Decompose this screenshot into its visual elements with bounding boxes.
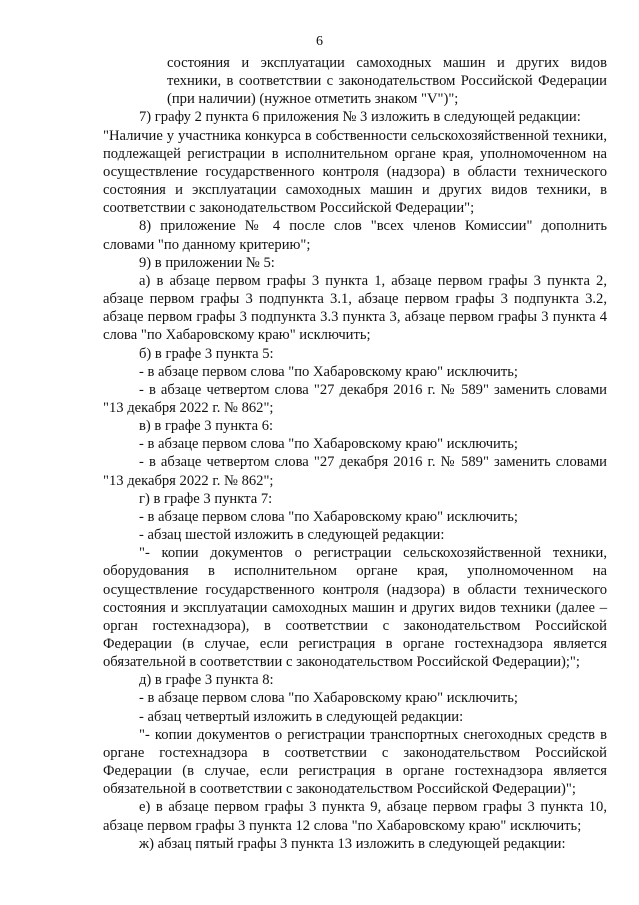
paragraph-sub-d: д) в графе 3 пункта 8: — [139, 672, 274, 689]
paragraph-item-7: 7) графу 2 пункта 6 приложения № 3 изложить в следующей редакции: — [139, 109, 581, 126]
paragraph-continuation: состояния и эксплуатации самоходных машин и других видов техники, в соответствии с законодательством Российской Федерации (при наличии) (нужное отметить знаком "V")"; — [167, 55, 607, 108]
paragraph-sub-a: а) в абзаце первом графы 3 пункта 1, абзаце первом графы 3 пункта 2, абзаце первом графы 3 подпункта 3.1, абзаце первом графы 3 подпункта 3.2, абзаце первом графы 3 подпункта 3.3 пункта 3, абзаце первом графы 3 пункта 4 слова "по Хабаровскому краю" исключить; — [103, 272, 607, 344]
paragraph-sub-b: б) в графе 3 пункта 5: — [139, 345, 274, 362]
paragraph-sub-g: г) в графе 3 пункта 7: — [139, 490, 273, 507]
paragraph-item-9: 9) в приложении № 5: — [139, 254, 275, 271]
paragraph-quote-naming: "Наличие у участника конкурса в собственности сельскохозяйственной техники, подлежащей регистрации в исполнительном органе края, уполномоченном на осуществление государственного контроля (надзора) в области технического состояния и эксплуатации самоходных машин и других видов техники, в соответствии с законодательством Российской Федерации"; — [103, 127, 607, 217]
paragraph-sub-v: в) в графе 3 пункта 6: — [139, 418, 274, 435]
paragraph-sub-e: е) в абзаце первом графы 3 пункта 9, абзаце первом графы 3 пункта 10, абзаце первом графы 3 пункта 12 слова "по Хабаровскому краю" исключить; — [103, 799, 607, 834]
paragraph-sub-g-1: - в абзаце первом слова "по Хабаровскому краю" исключить; — [139, 508, 518, 525]
paragraph-sub-v-1: - в абзаце первом слова "по Хабаровскому краю" исключить; — [139, 436, 518, 453]
paragraph-quote-g: "- копии документов о регистрации сельскохозяйственной техники, оборудования в исполнительном органе края, уполномоченном на осуществление государственного контроля (надзора) в области технического состояния и эксплуатации самоходных машин и других видов техники (далее – орган гостехнадзора), в соответствии с законодательством Российской Федерации (в случае, если регистрация в органе гостехнадзора является обязательной в соответствии с законодательством Российской Федерации);"; — [103, 545, 607, 671]
document-body — [103, 54, 607, 853]
paragraph-sub-v-2: - в абзаце четвертом слова "27 декабря 2016 г. № 589" заменить словами "13 декабря 2022 г. № 862"; — [103, 454, 607, 489]
page-number: 6 — [316, 34, 323, 49]
paragraph-sub-d-2: - абзац четвертый изложить в следующей редакции: — [139, 708, 464, 725]
paragraph-sub-zh: ж) абзац пятый графы 3 пункта 13 изложить в следующей редакции: — [139, 835, 566, 852]
paragraph-sub-g-2: - абзац шестой изложить в следующей редакции: — [139, 527, 445, 544]
paragraph-item-8: 8) приложение № 4 после слов "всех членов Комиссии" дополнить словами "по данному критерию"; — [103, 218, 607, 253]
paragraph-sub-b-1: - в абзаце первом слова "по Хабаровскому краю" исключить; — [139, 363, 518, 380]
paragraph-sub-b-2: - в абзаце четвертом слова "27 декабря 2016 г. № 589" заменить словами "13 декабря 2022 г. № 862"; — [103, 381, 607, 416]
paragraph-sub-d-1: - в абзаце первом слова "по Хабаровскому краю" исключить; — [139, 690, 518, 707]
paragraph-quote-d: "- копии документов о регистрации транспортных снегоходных средств в органе гостехнадзора в соответствии с законодательством Российской Федерации (в случае, если регистрация в органе гостехнадзора является обязательной в соответствии с законодательством Российской Федерации)"; — [103, 726, 607, 798]
